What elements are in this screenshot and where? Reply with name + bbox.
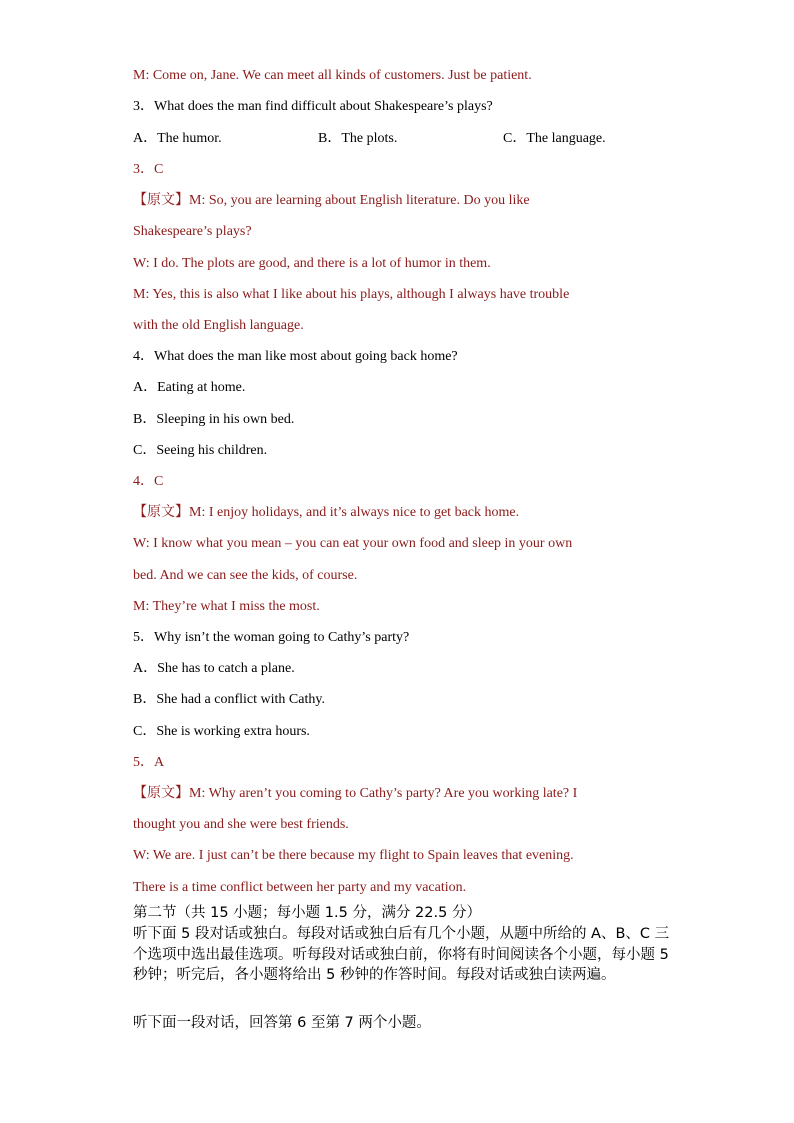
answer-3: 3．C	[133, 162, 164, 177]
q5-option-c: C．She is working extra hours.	[133, 724, 310, 739]
transcript-4-line-1	[133, 503, 519, 523]
transcript-3-line-4: M: Yes, this is also what I like about his plays, although I always have trouble	[133, 287, 570, 302]
q3-option-b: B．The plots.	[318, 131, 398, 146]
q5-option-a: A．She has to catch a plane.	[133, 661, 295, 676]
transcript-4-line-2: W: I know what you mean – you can eat your own food and sleep in your own	[133, 536, 573, 551]
q4-option-c: C．Seeing his children.	[133, 443, 268, 458]
transcript-text: M: So, you are learning about English literature. Do you like	[189, 193, 530, 208]
transcript-3-line-5: with the old English language.	[133, 318, 304, 333]
q3-option-a: A．The humor.	[133, 131, 222, 146]
transcript-text: M: Why aren’t you coming to Cathy’s party? Are you working late? I	[189, 786, 578, 801]
transcript-5-line-2: thought you and she were best friends.	[133, 817, 349, 832]
transcript-3-line-1	[133, 191, 530, 211]
transcript-text: M: I enjoy holidays, and it’s always nice to get back home.	[189, 505, 520, 520]
transcript-5-line-4: There is a time conflict between her party and my vacation.	[133, 880, 467, 895]
transcript-5-line-1	[133, 784, 577, 804]
answer-5: 5．A	[133, 755, 165, 770]
transcript-3-line-2: Shakespeare’s plays?	[133, 224, 252, 239]
section-2-next-dialogue: 听下面一段对话，回答第 6 至第 7 两个小题。	[133, 1015, 431, 1031]
transcript-4-line-3: bed. And we can see the kids, of course.	[133, 568, 358, 583]
transcript-3-line-3: W: I do. The plots are good, and there is a lot of humor in them.	[133, 256, 491, 271]
q4-option-a: A．Eating at home.	[133, 380, 246, 395]
transcript-tag: 【原文】	[133, 193, 189, 208]
transcript-5-line-3: W: We are. I just can’t be there because my flight to Spain leaves that evening.	[133, 848, 574, 863]
q4-option-b: B．Sleeping in his own bed.	[133, 412, 295, 427]
answer-4: 4．C	[133, 474, 164, 489]
question-4: 4．What does the man like most about going back home?	[133, 349, 458, 364]
transcript-4-line-4: M: They’re what I miss the most.	[133, 599, 320, 614]
question-3: 3．What does the man find difficult about Shakespeare’s plays?	[133, 99, 493, 114]
transcript-tag: 【原文】	[133, 786, 189, 801]
transcript-line: M: Come on, Jane. We can meet all kinds of customers. Just be patient.	[133, 68, 532, 83]
question-5: 5．Why isn’t the woman going to Cathy’s party?	[133, 630, 410, 645]
section-2-instructions: 听下面 5 段对话或独白。每段对话或独白后有几个小题，从题中所给的 A、B、C 三个选项中选出最佳选项。听每段对话或独白前，你将有时间阅读各个小题，每小题 5 秒钟；听完后，各小题将给出 5 秒钟的作答时间。每段对话或独白读两遍。	[133, 926, 670, 983]
section-2-heading: 第二节（共 15 小题；每小题 1.5 分，满分 22.5 分）	[133, 905, 481, 921]
transcript-tag: 【原文】	[133, 505, 189, 520]
q3-option-c: C．The language.	[503, 131, 606, 146]
q5-option-b: B．She had a conflict with Cathy.	[133, 692, 325, 707]
